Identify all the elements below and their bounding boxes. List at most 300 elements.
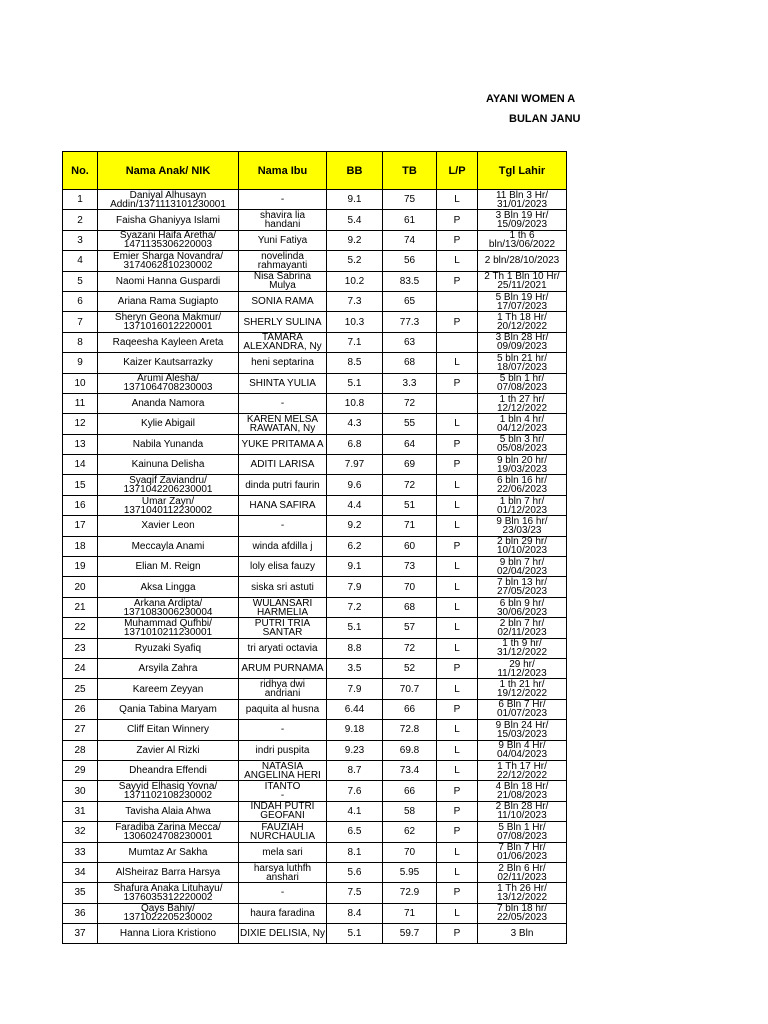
cell-lp: P (437, 822, 478, 842)
cell-lp: L (437, 638, 478, 658)
cell-tb: 64 (383, 434, 437, 454)
table-row (63, 210, 567, 230)
cell-no: 21 (63, 597, 98, 617)
cell-no: 29 (63, 760, 98, 780)
cell-nama-ibu: FAUZIAH NURCHAULIA (239, 822, 327, 842)
cell-tgl-lahir: 2 bln/28/10/2023 (478, 251, 567, 271)
cell-tgl-lahir: 9 Bln 24 Hr/ 15/03/2023 (478, 720, 567, 740)
cell-bb: 3.5 (327, 658, 383, 678)
cell-lp: P (437, 210, 478, 230)
cell-lp (437, 291, 478, 311)
cell-nama-anak: Kainuna Delisha (98, 455, 239, 475)
table-row (63, 699, 567, 719)
cell-nama-ibu: heni septarina (239, 353, 327, 373)
cell-tb: 68 (383, 353, 437, 373)
table-row (63, 822, 567, 842)
cell-nama-anak: Umar Zayn/ 1371040112230002 (98, 495, 239, 515)
cell-bb: 9.6 (327, 475, 383, 495)
header-nama-ibu: Nama Ibu (239, 152, 327, 190)
table-row (63, 332, 567, 352)
cell-nama-ibu: PUTRI TRIA SANTAR (239, 618, 327, 638)
cell-nama-anak: Kylie Abigail (98, 414, 239, 434)
cell-no: 14 (63, 455, 98, 475)
table-row (63, 230, 567, 250)
cell-nama-ibu: Nisa Sabrina Mulya (239, 271, 327, 291)
cell-nama-anak: Dheandra Effendi (98, 760, 239, 780)
cell-lp: P (437, 271, 478, 291)
cell-lp: P (437, 883, 478, 903)
cell-no: 11 (63, 393, 98, 413)
cell-nama-anak: Xavier Leon (98, 516, 239, 536)
cell-no: 17 (63, 516, 98, 536)
cell-nama-anak: Ananda Namora (98, 393, 239, 413)
cell-tb: 66 (383, 781, 437, 801)
cell-tb: 73.4 (383, 760, 437, 780)
cell-nama-anak: Aksa Lingga (98, 577, 239, 597)
cell-bb: 6.2 (327, 536, 383, 556)
cell-bb: 10.2 (327, 271, 383, 291)
cell-lp: P (437, 699, 478, 719)
cell-tb: 72 (383, 393, 437, 413)
cell-lp: L (437, 495, 478, 515)
cell-nama-ibu: ARUM PURNAMA (239, 658, 327, 678)
report-title: AYANI WOMEN A (486, 93, 576, 105)
cell-nama-ibu: - (239, 883, 327, 903)
cell-tgl-lahir: 1 th 21 hr/ 19/12/2022 (478, 679, 567, 699)
table-row (63, 455, 567, 475)
cell-lp: L (437, 862, 478, 882)
cell-tb: 69 (383, 455, 437, 475)
cell-nama-anak: Sheryn Geona Makmur/ 1371016012220001 (98, 312, 239, 332)
table-row (63, 924, 567, 944)
table-row (63, 271, 567, 291)
cell-lp: L (437, 516, 478, 536)
cell-lp: P (437, 781, 478, 801)
table-row (63, 312, 567, 332)
cell-no: 4 (63, 251, 98, 271)
cell-bb: 7.2 (327, 597, 383, 617)
cell-nama-ibu: INDAH PUTRI GEOFANI (239, 801, 327, 821)
cell-tb: 57 (383, 618, 437, 638)
cell-no: 1 (63, 190, 98, 210)
cell-nama-anak: Faisha Ghaniyya Islami (98, 210, 239, 230)
table-row (63, 475, 567, 495)
cell-lp: P (437, 434, 478, 454)
cell-tgl-lahir: 3 Bln (478, 924, 567, 944)
cell-tgl-lahir: 2 Bln 28 Hr/ 11/10/2023 (478, 801, 567, 821)
cell-lp: L (437, 475, 478, 495)
cell-no: 10 (63, 373, 98, 393)
table-row (63, 801, 567, 821)
cell-tb: 73 (383, 557, 437, 577)
table-row (63, 862, 567, 882)
table-row (63, 658, 567, 678)
cell-bb: 8.4 (327, 903, 383, 923)
cell-lp: L (437, 760, 478, 780)
cell-tgl-lahir: 6 bln 16 hr/ 22/06/2023 (478, 475, 567, 495)
cell-tgl-lahir: 7 Bln 7 Hr/ 01/06/2023 (478, 842, 567, 862)
cell-bb: 5.1 (327, 924, 383, 944)
cell-tgl-lahir: 1 th 6 bln/13/06/2022 (478, 230, 567, 250)
cell-nama-ibu: winda afdilla j (239, 536, 327, 556)
cell-lp: P (437, 801, 478, 821)
table-row (63, 373, 567, 393)
cell-lp: L (437, 577, 478, 597)
table-row (63, 618, 567, 638)
cell-tgl-lahir: 1 bln 7 hr/ 01/12/2023 (478, 495, 567, 515)
cell-no: 27 (63, 720, 98, 740)
table-row (63, 353, 567, 373)
cell-no: 22 (63, 618, 98, 638)
cell-bb: 9.18 (327, 720, 383, 740)
cell-tgl-lahir: 2 bln 29 hr/ 10/10/2023 (478, 536, 567, 556)
cell-tb: 5.95 (383, 862, 437, 882)
cell-nama-anak: Kareem Zeyyan (98, 679, 239, 699)
cell-tgl-lahir: 9 Bln 4 Hr/ 04/04/2023 (478, 740, 567, 760)
cell-tb: 71 (383, 516, 437, 536)
cell-nama-anak: Qays Bahiy/ 1371022205230002 (98, 903, 239, 923)
cell-no: 35 (63, 883, 98, 903)
cell-bb: 7.3 (327, 291, 383, 311)
cell-bb: 7.9 (327, 577, 383, 597)
cell-no: 2 (63, 210, 98, 230)
cell-bb: 6.44 (327, 699, 383, 719)
cell-nama-ibu: ITANTO - (239, 781, 327, 801)
cell-bb: 9.1 (327, 190, 383, 210)
cell-nama-anak: Tavisha Alaia Ahwa (98, 801, 239, 821)
cell-tgl-lahir: 29 hr/ 11/12/2023 (478, 658, 567, 678)
cell-bb: 4.4 (327, 495, 383, 515)
cell-bb: 6.8 (327, 434, 383, 454)
cell-nama-ibu: SHINTA YULIA (239, 373, 327, 393)
cell-tb: 61 (383, 210, 437, 230)
cell-nama-anak: Arumi Alesha/ 1371064708230003 (98, 373, 239, 393)
cell-lp: P (437, 373, 478, 393)
cell-nama-ibu: novelinda rahmayanti (239, 251, 327, 271)
cell-tb: 70.7 (383, 679, 437, 699)
cell-nama-ibu: NATASIA ANGELINA HERI (239, 760, 327, 780)
cell-bb: 4.1 (327, 801, 383, 821)
cell-lp: P (437, 230, 478, 250)
cell-nama-ibu: - (239, 190, 327, 210)
cell-bb: 4.3 (327, 414, 383, 434)
cell-tgl-lahir: 9 bln 20 hr/ 19/03/2023 (478, 455, 567, 475)
cell-lp: L (437, 618, 478, 638)
header-nama-anak: Nama Anak/ NIK (98, 152, 239, 190)
header-no: No. (63, 152, 98, 190)
cell-nama-anak: Nabila Yunanda (98, 434, 239, 454)
cell-tgl-lahir: 3 Bln 28 Hr/ 09/09/2023 (478, 332, 567, 352)
header-bb: BB (327, 152, 383, 190)
cell-nama-anak: Mumtaz Ar Sakha (98, 842, 239, 862)
cell-no: 13 (63, 434, 98, 454)
cell-nama-anak: Cliff Eitan Winnery (98, 720, 239, 740)
cell-no: 5 (63, 271, 98, 291)
header-lp: L/P (437, 152, 478, 190)
cell-nama-anak: Muhammad Qufhbi/ 1371010211230001 (98, 618, 239, 638)
cell-no: 24 (63, 658, 98, 678)
cell-tb: 3.3 (383, 373, 437, 393)
table-row (63, 414, 567, 434)
cell-nama-ibu: ridhya dwi andriani (239, 679, 327, 699)
cell-tgl-lahir: 6 Bln 7 Hr/ 01/07/2023 (478, 699, 567, 719)
cell-tgl-lahir: 4 Bln 18 Hr/ 21/08/2023 (478, 781, 567, 801)
cell-lp: L (437, 679, 478, 699)
cell-tb: 65 (383, 291, 437, 311)
cell-tgl-lahir: 1 bln 4 hr/ 04/12/2023 (478, 414, 567, 434)
cell-lp: P (437, 924, 478, 944)
cell-bb: 5.4 (327, 210, 383, 230)
cell-lp: P (437, 455, 478, 475)
cell-nama-ibu: KAREN MELSA RAWATAN, Ny (239, 414, 327, 434)
cell-no: 25 (63, 679, 98, 699)
cell-nama-ibu: dinda putri faurin (239, 475, 327, 495)
cell-bb: 9.2 (327, 230, 383, 250)
cell-no: 36 (63, 903, 98, 923)
cell-bb: 9.2 (327, 516, 383, 536)
cell-tgl-lahir: 2 Th 1 Bln 10 Hr/ 25/11/2021 (478, 271, 567, 291)
table-row (63, 516, 567, 536)
cell-no: 23 (63, 638, 98, 658)
cell-nama-ibu: - (239, 516, 327, 536)
cell-no: 26 (63, 699, 98, 719)
cell-nama-anak: Faradiba Zarina Mecca/ 1306024708230001 (98, 822, 239, 842)
cell-lp: P (437, 312, 478, 332)
cell-tb: 75 (383, 190, 437, 210)
cell-no: 33 (63, 842, 98, 862)
cell-tb: 56 (383, 251, 437, 271)
cell-bb: 5.2 (327, 251, 383, 271)
cell-bb: 8.5 (327, 353, 383, 373)
cell-nama-anak: Naomi Hanna Guspardi (98, 271, 239, 291)
cell-lp: L (437, 353, 478, 373)
cell-tb: 72.9 (383, 883, 437, 903)
cell-tb: 52 (383, 658, 437, 678)
cell-lp: L (437, 190, 478, 210)
cell-tgl-lahir: 2 bln 7 hr/ 02/11/2023 (478, 618, 567, 638)
table-row (63, 842, 567, 862)
cell-no: 31 (63, 801, 98, 821)
table-row (63, 720, 567, 740)
cell-no: 6 (63, 291, 98, 311)
cell-bb: 7.6 (327, 781, 383, 801)
cell-lp: L (437, 740, 478, 760)
cell-no: 3 (63, 230, 98, 250)
cell-nama-ibu: tri aryati octavia (239, 638, 327, 658)
table-row (63, 495, 567, 515)
cell-tb: 51 (383, 495, 437, 515)
cell-tgl-lahir: 1 Th 26 Hr/ 13/12/2022 (478, 883, 567, 903)
cell-nama-anak: Zavier Al Rizki (98, 740, 239, 760)
cell-nama-anak: Hanna Liora Kristiono (98, 924, 239, 944)
cell-tb: 59.7 (383, 924, 437, 944)
cell-tgl-lahir: 7 bln 18 hr/ 22/05/2023 (478, 903, 567, 923)
table-row (63, 251, 567, 271)
cell-no: 8 (63, 332, 98, 352)
cell-tgl-lahir: 3 Bln 19 Hr/ 15/09/2023 (478, 210, 567, 230)
cell-nama-anak: Emier Sharga Novandra/ 3174062810230002 (98, 251, 239, 271)
cell-tb: 66 (383, 699, 437, 719)
cell-no: 30 (63, 781, 98, 801)
table-row (63, 903, 567, 923)
cell-no: 37 (63, 924, 98, 944)
table-row (63, 577, 567, 597)
cell-lp (437, 332, 478, 352)
cell-tb: 62 (383, 822, 437, 842)
table-row (63, 781, 567, 801)
cell-nama-anak: Kaizer Kautsarrazky (98, 353, 239, 373)
cell-lp: L (437, 597, 478, 617)
cell-tb: 83.5 (383, 271, 437, 291)
cell-lp: P (437, 658, 478, 678)
cell-bb: 9.23 (327, 740, 383, 760)
cell-nama-ibu: haura faradina (239, 903, 327, 923)
cell-nama-anak: Arsyila Zahra (98, 658, 239, 678)
cell-tgl-lahir: 1 Th 18 Hr/ 20/12/2022 (478, 312, 567, 332)
cell-tb: 74 (383, 230, 437, 250)
cell-no: 9 (63, 353, 98, 373)
cell-nama-ibu: loly elisa fauzy (239, 557, 327, 577)
cell-lp: L (437, 251, 478, 271)
header-tgl-lahir: Tgl Lahir (478, 152, 567, 190)
cell-nama-anak: Raqeesha Kayleen Areta (98, 332, 239, 352)
cell-tb: 58 (383, 801, 437, 821)
cell-nama-anak: Sayyid Elhasiq Yovna/ 1371102108230002 (98, 781, 239, 801)
table-row (63, 291, 567, 311)
cell-nama-ibu: Yuni Fatiya (239, 230, 327, 250)
header-row (63, 152, 567, 190)
cell-tgl-lahir: 6 bln 9 hr/ 30/06/2023 (478, 597, 567, 617)
cell-bb: 5.1 (327, 373, 383, 393)
cell-no: 7 (63, 312, 98, 332)
cell-tb: 70 (383, 842, 437, 862)
cell-bb: 10.3 (327, 312, 383, 332)
header-tb: TB (383, 152, 437, 190)
cell-no: 15 (63, 475, 98, 495)
cell-nama-anak: Ryuzaki Syafiq (98, 638, 239, 658)
cell-nama-ibu: siska sri astuti (239, 577, 327, 597)
cell-tgl-lahir: 9 Bln 16 hr/ 23/03/23 (478, 516, 567, 536)
cell-nama-ibu: harsya luthfh anshari (239, 862, 327, 882)
cell-nama-ibu: SONIA RAMA (239, 291, 327, 311)
cell-nama-ibu: paquita al husna (239, 699, 327, 719)
cell-bb: 8.8 (327, 638, 383, 658)
cell-nama-ibu: - (239, 393, 327, 413)
cell-nama-anak: Syaqif Zaviandru/ 1371042206230001 (98, 475, 239, 495)
table-row (63, 679, 567, 699)
cell-tb: 55 (383, 414, 437, 434)
cell-nama-anak: Qania Tabina Maryam (98, 699, 239, 719)
cell-nama-anak: Ariana Rama Sugiapto (98, 291, 239, 311)
cell-no: 20 (63, 577, 98, 597)
cell-tb: 72.8 (383, 720, 437, 740)
cell-bb: 8.1 (327, 842, 383, 862)
cell-bb: 7.97 (327, 455, 383, 475)
cell-bb: 7.5 (327, 883, 383, 903)
cell-tb: 72 (383, 638, 437, 658)
cell-bb: 9.1 (327, 557, 383, 577)
cell-tgl-lahir: 5 Bln 19 Hr/ 17/07/2023 (478, 291, 567, 311)
cell-lp (437, 393, 478, 413)
cell-nama-ibu: DIXIE DELISIA, Ny (239, 924, 327, 944)
cell-no: 34 (63, 862, 98, 882)
cell-tgl-lahir: 7 bln 13 hr/ 27/05/2023 (478, 577, 567, 597)
cell-no: 12 (63, 414, 98, 434)
cell-no: 32 (63, 822, 98, 842)
cell-tgl-lahir: 1 Th 17 Hr/ 22/12/2022 (478, 760, 567, 780)
table-row (63, 760, 567, 780)
table-row (63, 638, 567, 658)
cell-nama-ibu: TAMARA ALEXANDRA, Ny (239, 332, 327, 352)
cell-nama-ibu: mela sari (239, 842, 327, 862)
cell-tgl-lahir: 2 Bln 6 Hr/ 02/11/2023 (478, 862, 567, 882)
cell-lp: L (437, 903, 478, 923)
cell-lp: L (437, 414, 478, 434)
cell-tgl-lahir: 5 bln 21 hr/ 18/07/2023 (478, 353, 567, 373)
cell-nama-ibu: ADITI LARISA (239, 455, 327, 475)
cell-tb: 63 (383, 332, 437, 352)
table-row (63, 434, 567, 454)
table-row (63, 536, 567, 556)
cell-tb: 69.8 (383, 740, 437, 760)
cell-bb: 10.8 (327, 393, 383, 413)
cell-nama-anak: Meccayla Anami (98, 536, 239, 556)
cell-nama-ibu: WULANSARI HARMELIA (239, 597, 327, 617)
cell-bb: 5.6 (327, 862, 383, 882)
cell-nama-ibu: SHERLY SULINA (239, 312, 327, 332)
cell-nama-anak: Elian M. Reign (98, 557, 239, 577)
cell-nama-ibu: - (239, 720, 327, 740)
cell-nama-anak: Daniyal Alhusayn Addin/1371113101230001 (98, 190, 239, 210)
cell-tgl-lahir: 5 bln 3 hr/ 05/08/2023 (478, 434, 567, 454)
cell-tb: 70 (383, 577, 437, 597)
cell-nama-anak: Shafura Anaka Lituhayu/ 1376035312220002 (98, 883, 239, 903)
cell-nama-ibu: shavira lia handani (239, 210, 327, 230)
cell-tgl-lahir: 11 Bln 3 Hr/ 31/01/2023 (478, 190, 567, 210)
cell-nama-anak: AlSheiraz Barra Harsya (98, 862, 239, 882)
table-row (63, 740, 567, 760)
cell-nama-ibu: indri puspita (239, 740, 327, 760)
cell-tb: 72 (383, 475, 437, 495)
cell-lp: P (437, 536, 478, 556)
cell-tb: 60 (383, 536, 437, 556)
data-table (62, 151, 567, 944)
cell-no: 16 (63, 495, 98, 515)
cell-lp: L (437, 720, 478, 740)
cell-tb: 77.3 (383, 312, 437, 332)
cell-bb: 7.1 (327, 332, 383, 352)
report-subtitle: BULAN JANU (509, 113, 581, 125)
cell-bb: 8.7 (327, 760, 383, 780)
cell-bb: 5.1 (327, 618, 383, 638)
table-row (63, 883, 567, 903)
cell-no: 18 (63, 536, 98, 556)
table-row (63, 597, 567, 617)
cell-nama-ibu: YUKE PRITAMA A (239, 434, 327, 454)
cell-nama-anak: Arkana Ardipta/ 1371083006230004 (98, 597, 239, 617)
cell-nama-anak: Syazani Haifa Aretha/ 1471135306220003 (98, 230, 239, 250)
cell-tb: 68 (383, 597, 437, 617)
cell-lp: L (437, 842, 478, 862)
table-row (63, 190, 567, 210)
table-row (63, 393, 567, 413)
cell-no: 19 (63, 557, 98, 577)
cell-tgl-lahir: 1 th 9 hr/ 31/12/2022 (478, 638, 567, 658)
cell-tgl-lahir: 1 th 27 hr/ 12/12/2022 (478, 393, 567, 413)
table-row (63, 557, 567, 577)
cell-no: 28 (63, 740, 98, 760)
cell-bb: 6.5 (327, 822, 383, 842)
